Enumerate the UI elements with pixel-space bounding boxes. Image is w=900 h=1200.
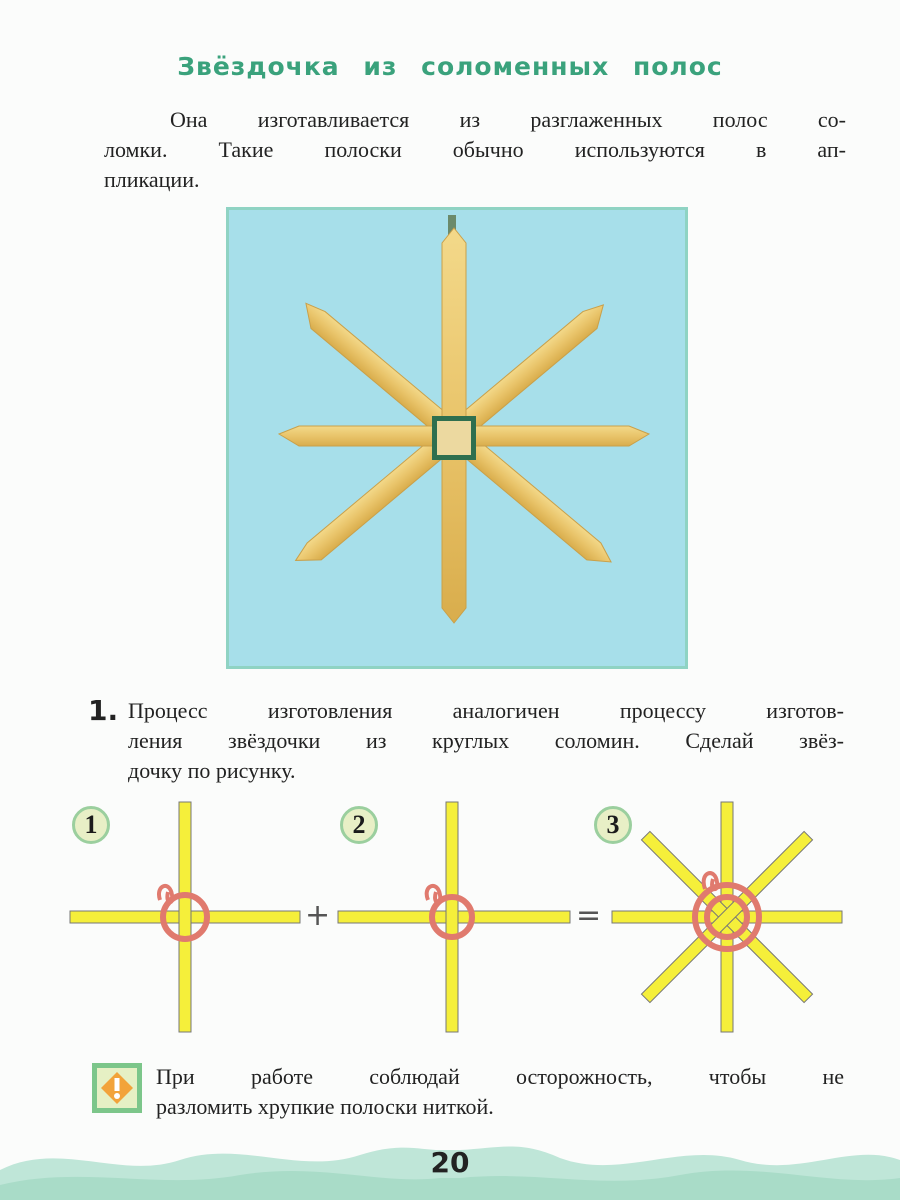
step-2-badge: 2 [340,806,378,844]
straw-star-image [229,210,685,666]
intro-line: ломки. Такие полоски обычно используются в ап- [104,137,846,162]
task-line: Процесс изготовления аналогичен процессу изготов- [128,698,844,723]
step-1-badge: 1 [72,806,110,844]
intro-paragraph [104,105,846,195]
page-number: 20 [430,1146,470,1179]
exclamation-icon [92,1063,142,1113]
plus-sign: + [305,898,331,933]
task-line: ления звёздочки из круглых соломин. Сделай звёз- [128,728,844,753]
warning-line: разломить хрупкие полоски ниткой. [156,1094,494,1119]
warning-line: При работе соблюдай осторожность, чтобы не [156,1064,844,1089]
step-1-cross-diagram [70,802,300,1032]
step-3-badge: 3 [594,806,632,844]
intro-line: пликации. [104,167,200,192]
assembly-diagram [0,800,900,1040]
warning-text [156,1062,844,1122]
task-line: дочку по рисунку. [128,758,296,783]
task-number: 1. [88,694,119,727]
step-2-cross-diagram [338,802,570,1032]
page-title: Звёздочка из соломенных полос [177,52,723,81]
task-paragraph [128,696,844,786]
equals-sign: = [576,898,602,933]
intro-line: Она изготавливается из разглаженных полос со- [170,107,846,132]
star-photo [226,207,688,669]
step-3-star-diagram [612,802,842,1032]
